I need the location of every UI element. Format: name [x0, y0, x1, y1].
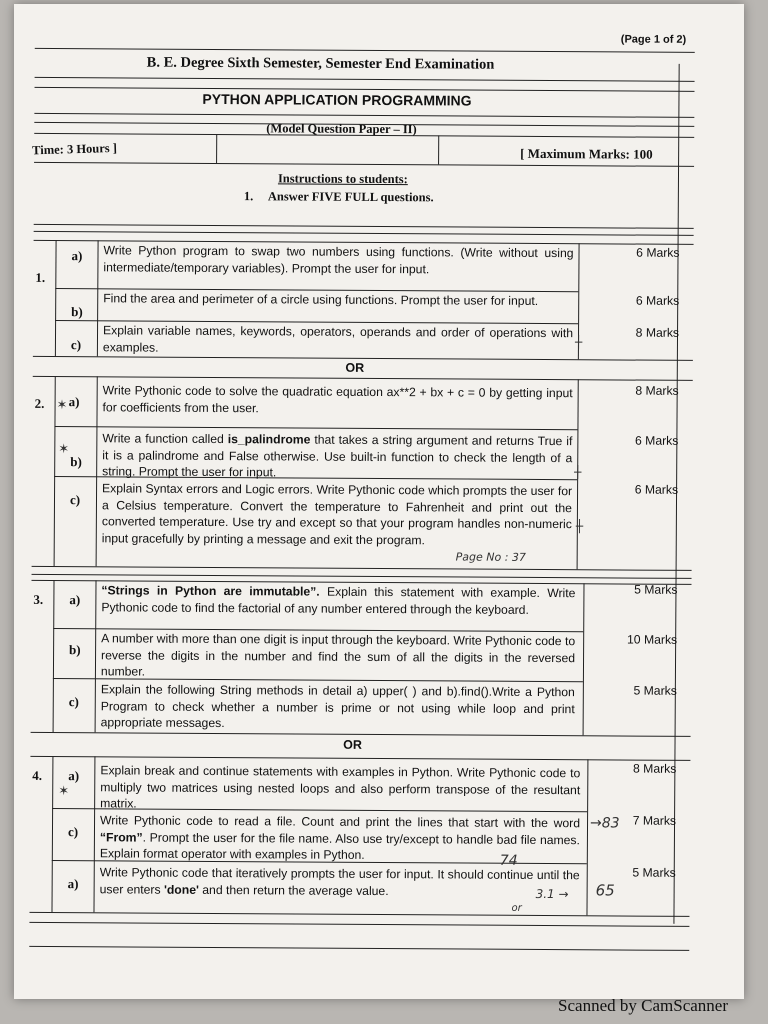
question-text-part: and then return the average value.	[198, 882, 389, 898]
handwritten-page-no: Page No : 37	[455, 550, 526, 564]
marks: 10 Marks	[626, 632, 678, 647]
part-label: c)	[67, 824, 79, 840]
col-line	[53, 580, 55, 732]
rule	[34, 224, 694, 229]
question-text: Explain break and continue statements with examples in Python. Write Pythonic code to multiply two matrices using nested loops and also perform transpose of the resultant matrix.	[100, 763, 581, 811]
part-label: b)	[70, 454, 82, 470]
col-line	[93, 756, 95, 912]
question-text-part: Write Pythonic code to read a file. Count and print the lines that start with the word	[100, 813, 581, 831]
marks: 7 Marks	[632, 813, 677, 828]
marks: 5 Marks	[632, 865, 676, 880]
question-text: Find the area and perimeter of a circle using functions. Prompt the user for input.	[103, 291, 539, 308]
col-line	[97, 240, 99, 356]
subject-title: PYTHON APPLICATION PROGRAMMING	[202, 90, 472, 109]
part-label: a)	[68, 394, 80, 410]
instructions-heading: Instructions to students:	[277, 171, 408, 187]
col-line	[54, 376, 56, 566]
question-text: Write Python program to swap two numbers using functions. (Write without using intermediate/temporary variables). Prompt the user for input.	[103, 243, 574, 276]
question-text	[100, 864, 580, 900]
marks: 5 Marks	[634, 582, 678, 597]
marks: 8 Marks	[632, 761, 677, 776]
marks: 8 Marks	[635, 325, 680, 340]
top-rule	[35, 48, 695, 53]
marks: 6 Marks	[636, 245, 680, 260]
exam-sheet	[14, 4, 744, 999]
page-label: (Page 1 of 2)	[620, 33, 687, 46]
marks: 6 Marks	[634, 433, 679, 448]
marks: 8 Marks	[635, 383, 679, 398]
rule	[35, 77, 695, 82]
instruction-1-number: 1.	[243, 189, 254, 204]
rule	[34, 162, 694, 167]
handwritten-note: →83	[589, 815, 620, 832]
rule	[32, 574, 692, 579]
question-text-part: Explain this statement with example. Write Pythonic code to find the factorial of any number entered through the keyboard.	[101, 584, 576, 617]
question-number: 4.	[32, 767, 43, 783]
col-line	[55, 240, 57, 356]
cell-divider	[438, 135, 439, 164]
col-line	[95, 580, 97, 732]
question-text-part: that takes a string argument and returns True if it is a palindrome and False otherwise. Use built-in function to check the length of a string. Prompt the user for input.	[102, 432, 573, 480]
cell-divider	[216, 134, 217, 163]
part-label: a)	[67, 876, 79, 892]
scanner-watermark: Scanned by CamScanner	[558, 996, 728, 1015]
rule	[30, 756, 690, 761]
question-text	[101, 582, 575, 618]
question-text: Write Pythonic code to solve the quadratic equation ax**2 + bx + c = 0 by getting input for coefficients from the user.	[102, 383, 573, 415]
question-text-part: Write a function called	[102, 431, 228, 447]
part-label: a)	[71, 248, 83, 264]
function-name: is_palindrome	[227, 432, 311, 447]
rule	[33, 376, 693, 381]
handwritten-note: or	[511, 902, 522, 914]
star-mark-icon: ✶	[56, 398, 68, 414]
handwritten-note: 65	[595, 881, 615, 900]
question-number: 2.	[34, 395, 45, 411]
rule	[34, 231, 694, 236]
emphasis-text: 'done'	[163, 882, 199, 897]
part-label: b)	[69, 642, 81, 658]
part-label: c)	[68, 694, 79, 710]
col-line	[51, 756, 53, 912]
rule	[34, 113, 694, 118]
time-label: Time: 3 Hours ]	[31, 140, 118, 158]
part-label: b)	[71, 304, 83, 320]
question-number: 3.	[33, 591, 44, 607]
emphasis-text: “Strings in Python are immutable”.	[101, 583, 320, 599]
emphasis-text: “From”	[99, 829, 143, 845]
instruction-1: Answer FIVE FULL questions.	[267, 189, 434, 205]
question-text: Explain Syntax errors and Logic errors. Write Pythonic code which prompts the user for a Celsius temperature. Convert the temperature to Fahrenheit and print out the converted temperature. Use try and except so that your program handles non-numeric input gracefully by printing a message and exit the program.	[101, 481, 573, 547]
question-text-part: Write Pythonic code that iteratively prompts the user for input. It should continue until the user enters	[99, 865, 580, 897]
col-line	[583, 583, 585, 735]
question-text: Explain the following String methods in detail a) upper( ) and b).find().Write a Python Program to check whether a number is prime or not using while loop and print appropriate messages.	[100, 682, 575, 731]
or-separator: OR	[343, 737, 362, 752]
marks: 6 Marks	[634, 482, 679, 497]
max-marks: [ Maximum Marks: 100	[520, 145, 653, 162]
handwritten-note: 3.1 →	[535, 886, 569, 902]
part-label: a)	[69, 592, 81, 608]
tick-mark-icon: ┼	[574, 465, 582, 480]
col-line	[586, 759, 588, 915]
rule	[29, 912, 689, 917]
part-label: a)	[68, 768, 80, 784]
degree-title: B. E. Degree Sixth Semester, Semester End Examination	[146, 54, 495, 73]
star-mark-icon: ✶	[58, 442, 70, 458]
part-label: c)	[69, 492, 81, 508]
paper-type: (Model Question Paper – II)	[266, 121, 417, 137]
question-text: A number with more than one digit is input through the keyboard. Write Pythonic code to reverse the digits in the number and find the sum of all the digits in the reversed number.	[100, 631, 576, 679]
part-label: c)	[70, 337, 82, 353]
tick-mark-icon: ┼	[574, 335, 583, 350]
question-number: 1.	[35, 269, 46, 285]
or-separator: OR	[345, 360, 365, 375]
star-mark-icon: ✶	[58, 784, 70, 800]
rule	[31, 732, 691, 737]
handwritten-note: 74	[499, 852, 518, 869]
question-text-part: . Prompt the user for the file name. Also use try/except to handle bad file names. Explain format operator with examples in Python.	[99, 830, 580, 862]
rule	[29, 946, 689, 951]
question-text	[102, 430, 572, 482]
rule	[32, 566, 692, 571]
col-line	[96, 376, 98, 566]
marks: 5 Marks	[633, 683, 677, 698]
tick-mark-icon: ┼	[575, 519, 584, 534]
rule	[29, 922, 689, 927]
question-text: Explain variable names, keywords, operators, operands and order of operations with examples.	[102, 323, 574, 355]
marks: 6 Marks	[635, 293, 680, 308]
